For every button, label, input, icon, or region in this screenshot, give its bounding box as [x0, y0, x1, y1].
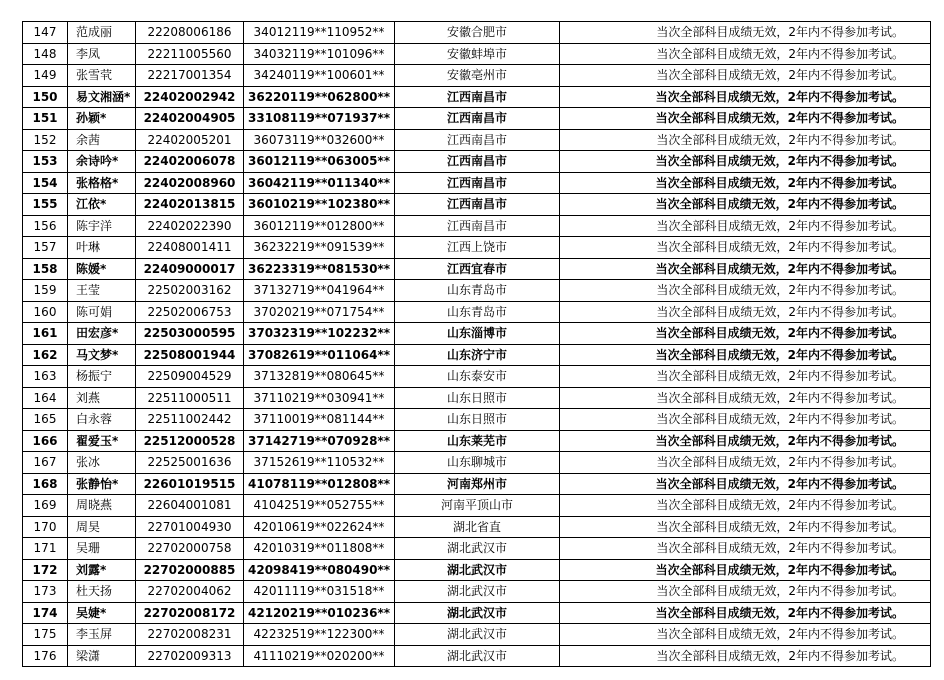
exam-id-cell: 22402013815	[136, 194, 244, 216]
table-row	[23, 430, 931, 452]
table-row	[23, 108, 931, 130]
table-row	[23, 538, 931, 560]
exam-location-cell: 江西宜春市	[395, 258, 560, 280]
candidate-name-cell: 江依*	[68, 194, 136, 216]
penalty-cell: 当次全部科目成绩无效，2年内不得参加考试。	[560, 237, 931, 259]
candidate-name-cell: 马文梦*	[68, 344, 136, 366]
exam-id-cell: 22702008231	[136, 624, 244, 646]
row-number-cell: 173	[23, 581, 68, 603]
exam-id-cell: 22211005560	[136, 43, 244, 65]
table-row	[23, 409, 931, 431]
candidate-name-cell: 张雪茕	[68, 65, 136, 87]
id-card-cell: 42120219**010236**	[244, 602, 395, 624]
penalty-cell: 当次全部科目成绩无效，2年内不得参加考试。	[560, 323, 931, 345]
row-number-cell: 165	[23, 409, 68, 431]
penalty-cell: 当次全部科目成绩无效，2年内不得参加考试。	[560, 430, 931, 452]
penalty-cell: 当次全部科目成绩无效，2年内不得参加考试。	[560, 215, 931, 237]
table-row	[23, 516, 931, 538]
exam-location-cell: 湖北省直	[395, 516, 560, 538]
table-row	[23, 559, 931, 581]
exam-location-cell: 山东淄博市	[395, 323, 560, 345]
table-row	[23, 258, 931, 280]
penalty-cell: 当次全部科目成绩无效，2年内不得参加考试。	[560, 495, 931, 517]
id-card-cell: 36042119**011340**	[244, 172, 395, 194]
id-card-cell: 41110219**020200**	[244, 645, 395, 667]
penalty-cell: 当次全部科目成绩无效，2年内不得参加考试。	[560, 129, 931, 151]
id-card-cell: 36073119**032600**	[244, 129, 395, 151]
exam-location-cell: 江西上饶市	[395, 237, 560, 259]
penalty-table	[22, 21, 931, 667]
exam-location-cell: 江西南昌市	[395, 108, 560, 130]
penalty-cell: 当次全部科目成绩无效，2年内不得参加考试。	[560, 409, 931, 431]
row-number-cell: 150	[23, 86, 68, 108]
exam-location-cell: 湖北武汉市	[395, 538, 560, 560]
row-number-cell: 152	[23, 129, 68, 151]
penalty-cell: 当次全部科目成绩无效，2年内不得参加考试。	[560, 602, 931, 624]
exam-id-cell: 22701004930	[136, 516, 244, 538]
row-number-cell: 151	[23, 108, 68, 130]
exam-id-cell: 22402022390	[136, 215, 244, 237]
exam-location-cell: 山东济宁市	[395, 344, 560, 366]
exam-location-cell: 山东聊城市	[395, 452, 560, 474]
table-row	[23, 387, 931, 409]
table-body	[23, 22, 931, 667]
exam-location-cell: 江西南昌市	[395, 172, 560, 194]
candidate-name-cell: 陈宇洋	[68, 215, 136, 237]
penalty-cell: 当次全部科目成绩无效，2年内不得参加考试。	[560, 538, 931, 560]
exam-location-cell: 江西南昌市	[395, 215, 560, 237]
id-card-cell: 42098419**080490**	[244, 559, 395, 581]
id-card-cell: 37110019**081144**	[244, 409, 395, 431]
exam-id-cell: 22409000017	[136, 258, 244, 280]
penalty-cell: 当次全部科目成绩无效，2年内不得参加考试。	[560, 280, 931, 302]
id-card-cell: 37020219**071754**	[244, 301, 395, 323]
id-card-cell: 36012119**063005**	[244, 151, 395, 173]
penalty-cell: 当次全部科目成绩无效，2年内不得参加考试。	[560, 581, 931, 603]
row-number-cell: 156	[23, 215, 68, 237]
table-row	[23, 323, 931, 345]
row-number-cell: 162	[23, 344, 68, 366]
penalty-cell: 当次全部科目成绩无效，2年内不得参加考试。	[560, 43, 931, 65]
candidate-name-cell: 叶琳	[68, 237, 136, 259]
row-number-cell: 175	[23, 624, 68, 646]
exam-location-cell: 江西南昌市	[395, 86, 560, 108]
exam-location-cell: 湖北武汉市	[395, 624, 560, 646]
id-card-cell: 41078119**012808**	[244, 473, 395, 495]
id-card-cell: 41042519**052755**	[244, 495, 395, 517]
candidate-name-cell: 张格格*	[68, 172, 136, 194]
exam-id-cell: 22502006753	[136, 301, 244, 323]
exam-location-cell: 江西南昌市	[395, 194, 560, 216]
candidate-name-cell: 张静怡*	[68, 473, 136, 495]
exam-location-cell: 湖北武汉市	[395, 559, 560, 581]
exam-id-cell: 22702009313	[136, 645, 244, 667]
id-card-cell: 42010619**022624**	[244, 516, 395, 538]
table-row	[23, 344, 931, 366]
exam-location-cell: 河南平顶山市	[395, 495, 560, 517]
exam-location-cell: 山东日照市	[395, 387, 560, 409]
candidate-name-cell: 陈媛*	[68, 258, 136, 280]
id-card-cell: 34240119**100601**	[244, 65, 395, 87]
table-row	[23, 65, 931, 87]
exam-id-cell: 22702004062	[136, 581, 244, 603]
row-number-cell: 166	[23, 430, 68, 452]
exam-id-cell: 22511002442	[136, 409, 244, 431]
exam-id-cell: 22702000885	[136, 559, 244, 581]
row-number-cell: 158	[23, 258, 68, 280]
penalty-cell: 当次全部科目成绩无效，2年内不得参加考试。	[560, 387, 931, 409]
id-card-cell: 34012119**110952**	[244, 22, 395, 44]
exam-location-cell: 山东日照市	[395, 409, 560, 431]
penalty-cell: 当次全部科目成绩无效，2年内不得参加考试。	[560, 645, 931, 667]
row-number-cell: 161	[23, 323, 68, 345]
id-card-cell: 37152619**110532**	[244, 452, 395, 474]
penalty-cell: 当次全部科目成绩无效，2年内不得参加考试。	[560, 366, 931, 388]
candidate-name-cell: 孙颖*	[68, 108, 136, 130]
id-card-cell: 33108119**071937**	[244, 108, 395, 130]
exam-id-cell: 22509004529	[136, 366, 244, 388]
exam-id-cell: 22512000528	[136, 430, 244, 452]
exam-location-cell: 山东泰安市	[395, 366, 560, 388]
exam-location-cell: 安徽合肥市	[395, 22, 560, 44]
penalty-cell: 当次全部科目成绩无效，2年内不得参加考试。	[560, 194, 931, 216]
candidate-name-cell: 李玉屏	[68, 624, 136, 646]
penalty-cell: 当次全部科目成绩无效，2年内不得参加考试。	[560, 344, 931, 366]
row-number-cell: 148	[23, 43, 68, 65]
exam-location-cell: 河南郑州市	[395, 473, 560, 495]
exam-location-cell: 山东青岛市	[395, 301, 560, 323]
candidate-name-cell: 周昊	[68, 516, 136, 538]
row-number-cell: 155	[23, 194, 68, 216]
row-number-cell: 168	[23, 473, 68, 495]
table-row	[23, 86, 931, 108]
exam-id-cell: 22601019515	[136, 473, 244, 495]
table-row	[23, 301, 931, 323]
candidate-name-cell: 吴婕*	[68, 602, 136, 624]
row-number-cell: 160	[23, 301, 68, 323]
id-card-cell: 37110219**030941**	[244, 387, 395, 409]
exam-location-cell: 江西南昌市	[395, 129, 560, 151]
exam-id-cell: 22402004905	[136, 108, 244, 130]
penalty-cell: 当次全部科目成绩无效，2年内不得参加考试。	[560, 151, 931, 173]
id-card-cell: 37032319**102232**	[244, 323, 395, 345]
id-card-cell: 42010319**011808**	[244, 538, 395, 560]
candidate-name-cell: 王莹	[68, 280, 136, 302]
candidate-name-cell: 易文湘涵*	[68, 86, 136, 108]
exam-id-cell: 22702000758	[136, 538, 244, 560]
candidate-name-cell: 范成丽	[68, 22, 136, 44]
exam-id-cell: 22402005201	[136, 129, 244, 151]
exam-location-cell: 湖北武汉市	[395, 645, 560, 667]
penalty-cell: 当次全部科目成绩无效，2年内不得参加考试。	[560, 172, 931, 194]
row-number-cell: 147	[23, 22, 68, 44]
id-card-cell: 36220119**062800**	[244, 86, 395, 108]
candidate-name-cell: 杨振宁	[68, 366, 136, 388]
row-number-cell: 171	[23, 538, 68, 560]
table-row	[23, 581, 931, 603]
candidate-name-cell: 张冰	[68, 452, 136, 474]
exam-id-cell: 22217001354	[136, 65, 244, 87]
row-number-cell: 159	[23, 280, 68, 302]
table-row	[23, 473, 931, 495]
row-number-cell: 153	[23, 151, 68, 173]
exam-id-cell: 22511000511	[136, 387, 244, 409]
candidate-name-cell: 白永蓉	[68, 409, 136, 431]
exam-id-cell: 22525001636	[136, 452, 244, 474]
id-card-cell: 42232519**122300**	[244, 624, 395, 646]
penalty-cell: 当次全部科目成绩无效，2年内不得参加考试。	[560, 473, 931, 495]
candidate-name-cell: 李凤	[68, 43, 136, 65]
penalty-cell: 当次全部科目成绩无效，2年内不得参加考试。	[560, 108, 931, 130]
table-row	[23, 452, 931, 474]
table-row	[23, 280, 931, 302]
table-row	[23, 645, 931, 667]
id-card-cell: 36223319**081530**	[244, 258, 395, 280]
id-card-cell: 37132819**080645**	[244, 366, 395, 388]
id-card-cell: 42011119**031518**	[244, 581, 395, 603]
penalty-cell: 当次全部科目成绩无效，2年内不得参加考试。	[560, 22, 931, 44]
exam-location-cell: 江西南昌市	[395, 151, 560, 173]
row-number-cell: 163	[23, 366, 68, 388]
id-card-cell: 37082619**011064**	[244, 344, 395, 366]
exam-location-cell: 湖北武汉市	[395, 602, 560, 624]
penalty-cell: 当次全部科目成绩无效，2年内不得参加考试。	[560, 516, 931, 538]
exam-id-cell: 22402008960	[136, 172, 244, 194]
exam-id-cell: 22508001944	[136, 344, 244, 366]
candidate-name-cell: 刘露*	[68, 559, 136, 581]
candidate-name-cell: 周晓燕	[68, 495, 136, 517]
table-row	[23, 215, 931, 237]
penalty-cell: 当次全部科目成绩无效，2年内不得参加考试。	[560, 452, 931, 474]
table-row	[23, 172, 931, 194]
table-row	[23, 237, 931, 259]
exam-location-cell: 安徽蚌埠市	[395, 43, 560, 65]
candidate-name-cell: 杜天扬	[68, 581, 136, 603]
row-number-cell: 154	[23, 172, 68, 194]
penalty-cell: 当次全部科目成绩无效，2年内不得参加考试。	[560, 258, 931, 280]
exam-location-cell: 山东青岛市	[395, 280, 560, 302]
candidate-name-cell: 陈可娟	[68, 301, 136, 323]
row-number-cell: 169	[23, 495, 68, 517]
table-row	[23, 43, 931, 65]
exam-id-cell: 22402002942	[136, 86, 244, 108]
table-row	[23, 22, 931, 44]
id-card-cell: 36232219**091539**	[244, 237, 395, 259]
exam-id-cell: 22503000595	[136, 323, 244, 345]
table-row	[23, 366, 931, 388]
row-number-cell: 172	[23, 559, 68, 581]
penalty-cell: 当次全部科目成绩无效，2年内不得参加考试。	[560, 65, 931, 87]
table-row	[23, 151, 931, 173]
row-number-cell: 167	[23, 452, 68, 474]
penalty-cell: 当次全部科目成绩无效，2年内不得参加考试。	[560, 624, 931, 646]
candidate-name-cell: 吴珊	[68, 538, 136, 560]
candidate-name-cell: 余诗吟*	[68, 151, 136, 173]
exam-location-cell: 湖北武汉市	[395, 581, 560, 603]
table-row	[23, 194, 931, 216]
exam-id-cell: 22604001081	[136, 495, 244, 517]
exam-location-cell: 安徽亳州市	[395, 65, 560, 87]
table-row	[23, 624, 931, 646]
row-number-cell: 149	[23, 65, 68, 87]
row-number-cell: 157	[23, 237, 68, 259]
row-number-cell: 170	[23, 516, 68, 538]
candidate-name-cell: 余茜	[68, 129, 136, 151]
candidate-name-cell: 田宏彦*	[68, 323, 136, 345]
table-row	[23, 602, 931, 624]
id-card-cell: 36010219**102380**	[244, 194, 395, 216]
exam-id-cell: 22502003162	[136, 280, 244, 302]
penalty-cell: 当次全部科目成绩无效，2年内不得参加考试。	[560, 86, 931, 108]
id-card-cell: 37132719**041964**	[244, 280, 395, 302]
exam-location-cell: 山东莱芜市	[395, 430, 560, 452]
id-card-cell: 37142719**070928**	[244, 430, 395, 452]
row-number-cell: 174	[23, 602, 68, 624]
exam-id-cell: 22702008172	[136, 602, 244, 624]
penalty-cell: 当次全部科目成绩无效，2年内不得参加考试。	[560, 301, 931, 323]
candidate-name-cell: 梁潇	[68, 645, 136, 667]
exam-id-cell: 22408001411	[136, 237, 244, 259]
table-row	[23, 129, 931, 151]
id-card-cell: 34032119**101096**	[244, 43, 395, 65]
row-number-cell: 164	[23, 387, 68, 409]
id-card-cell: 36012119**012800**	[244, 215, 395, 237]
exam-id-cell: 22402006078	[136, 151, 244, 173]
row-number-cell: 176	[23, 645, 68, 667]
candidate-name-cell: 刘燕	[68, 387, 136, 409]
candidate-name-cell: 翟爱玉*	[68, 430, 136, 452]
table-row	[23, 495, 931, 517]
penalty-cell: 当次全部科目成绩无效，2年内不得参加考试。	[560, 559, 931, 581]
exam-id-cell: 22208006186	[136, 22, 244, 44]
